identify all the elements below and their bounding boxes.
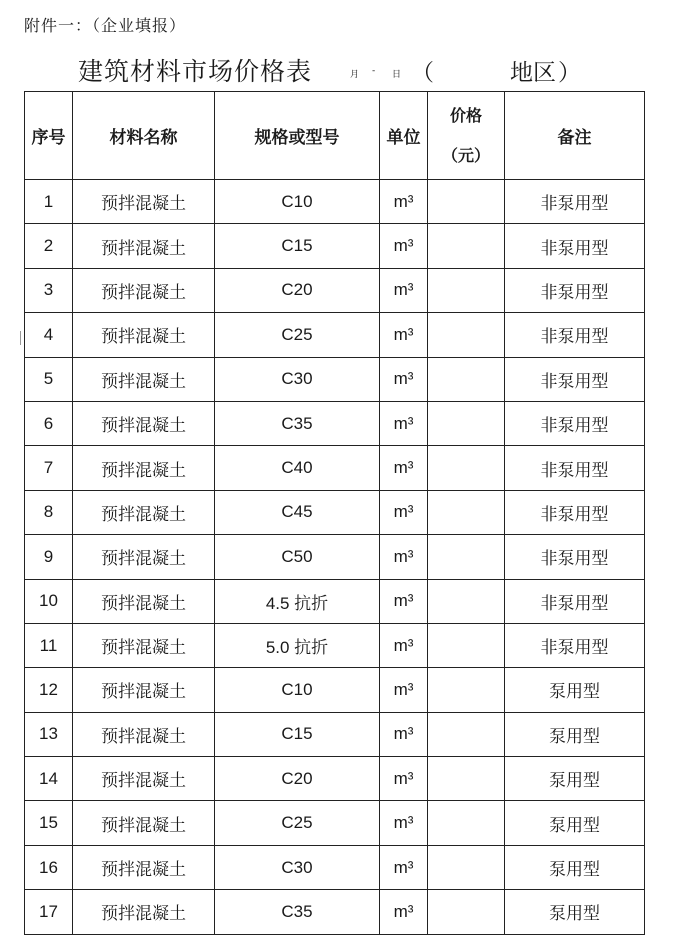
spec-cell: C15 [215,224,380,268]
table-header-row [25,92,645,180]
unit-cell: m³ [380,579,428,623]
material-name-cell: 预拌混凝土 [73,668,215,712]
table-row [25,357,645,401]
attachment-label: 附件一：（企业填报） [24,16,187,35]
row-num-cell: 7 [25,446,73,490]
region-open-paren: （ [411,60,434,86]
day-label: 日 [392,70,402,80]
spec-cell: C45 [215,490,380,534]
spec-cell: 5.0 抗折 [215,623,380,667]
note-cell: 非泵用型 [505,180,645,224]
note-cell: 泵用型 [505,801,645,845]
material-name-cell: 预拌混凝土 [73,490,215,534]
material-name-cell: 预拌混凝土 [73,535,215,579]
spec-cell: C35 [215,401,380,445]
price-table [24,91,645,935]
page-title: 建筑材料市场价格表 [78,57,313,86]
table-row [25,579,645,623]
material-name-cell: 预拌混凝土 [73,180,215,224]
unit-cell: m³ [380,490,428,534]
note-cell: 非泵用型 [505,535,645,579]
spec-cell: C10 [215,668,380,712]
note-cell: 泵用型 [505,712,645,756]
price-input-cell[interactable] [428,535,505,579]
material-name-cell: 预拌混凝土 [73,401,215,445]
price-input-cell[interactable] [428,845,505,889]
table-row [25,268,645,312]
material-name-cell: 预拌混凝土 [73,712,215,756]
price-input-cell[interactable] [428,401,505,445]
table-row [25,224,645,268]
region-close-paren: ） [558,60,581,86]
unit-cell: m³ [380,268,428,312]
spec-cell: C25 [215,801,380,845]
price-input-cell[interactable] [428,801,505,845]
price-input-cell[interactable] [428,712,505,756]
note-cell: 非泵用型 [505,357,645,401]
material-name-cell: 预拌混凝土 [73,357,215,401]
table-row [25,757,645,801]
table-row [25,535,645,579]
price-input-cell[interactable] [428,757,505,801]
material-name-cell: 预拌混凝土 [73,579,215,623]
material-name-cell: 预拌混凝土 [73,890,215,934]
col-header-note: 备注 [505,92,645,180]
unit-cell: m³ [380,357,428,401]
table-row [25,623,645,667]
spec-cell: 4.5 抗折 [215,579,380,623]
price-input-cell[interactable] [428,357,505,401]
row-num-cell: 10 [25,579,73,623]
material-name-cell: 预拌混凝土 [73,446,215,490]
spec-cell: C40 [215,446,380,490]
spec-cell: C30 [215,357,380,401]
price-input-cell[interactable] [428,268,505,312]
table-row [25,446,645,490]
table-row [25,401,645,445]
note-cell: 非泵用型 [505,401,645,445]
material-name-cell: 预拌混凝土 [73,801,215,845]
row-num-cell: 2 [25,224,73,268]
unit-cell: m³ [380,623,428,667]
material-name-cell: 预拌混凝土 [73,757,215,801]
row-num-cell: 4 [25,313,73,357]
spec-cell: C30 [215,845,380,889]
spec-cell: C50 [215,535,380,579]
row-num-cell: 6 [25,401,73,445]
spec-cell: C15 [215,712,380,756]
scan-edge-mark [20,331,21,345]
unit-cell: m³ [380,180,428,224]
note-cell: 非泵用型 [505,579,645,623]
unit-cell: m³ [380,801,428,845]
row-num-cell: 3 [25,268,73,312]
spec-cell: C25 [215,313,380,357]
row-num-cell: 17 [25,890,73,934]
unit-cell: m³ [380,757,428,801]
table-row [25,845,645,889]
unit-cell: m³ [380,446,428,490]
price-input-cell[interactable] [428,490,505,534]
price-input-cell[interactable] [428,890,505,934]
row-num-cell: 9 [25,535,73,579]
note-cell: 非泵用型 [505,224,645,268]
table-row [25,490,645,534]
price-input-cell[interactable] [428,623,505,667]
row-num-cell: 5 [25,357,73,401]
unit-cell: m³ [380,890,428,934]
spec-cell: C20 [215,757,380,801]
unit-cell: m³ [380,313,428,357]
unit-cell: m³ [380,668,428,712]
spec-cell: C20 [215,268,380,312]
note-cell: 泵用型 [505,890,645,934]
col-header-num: 序号 [25,92,73,180]
table-row [25,712,645,756]
table-row [25,801,645,845]
unit-cell: m³ [380,401,428,445]
note-cell: 非泵用型 [505,313,645,357]
row-num-cell: 12 [25,668,73,712]
note-cell: 非泵用型 [505,268,645,312]
price-input-cell[interactable] [428,446,505,490]
price-input-cell[interactable] [428,180,505,224]
material-name-cell: 预拌混凝土 [73,224,215,268]
price-input-cell[interactable] [428,668,505,712]
col-header-price-line1: 价格 [449,105,482,125]
row-num-cell: 1 [25,180,73,224]
material-name-cell: 预拌混凝土 [73,268,215,312]
table-row [25,180,645,224]
date-dash: - [372,66,376,76]
table-row [25,313,645,357]
col-header-spec: 规格或型号 [215,92,380,180]
col-header-unit: 单位 [380,92,428,180]
note-cell: 泵用型 [505,845,645,889]
note-cell: 非泵用型 [505,490,645,534]
note-cell: 非泵用型 [505,623,645,667]
row-num-cell: 13 [25,712,73,756]
note-cell: 泵用型 [505,757,645,801]
col-header-name: 材料名称 [73,92,215,180]
row-num-cell: 14 [25,757,73,801]
material-name-cell: 预拌混凝土 [73,845,215,889]
col-header-price [428,92,505,180]
row-num-cell: 11 [25,623,73,667]
unit-cell: m³ [380,845,428,889]
title-row [78,52,658,88]
note-cell: 泵用型 [505,668,645,712]
row-num-cell: 8 [25,490,73,534]
table-row [25,890,645,934]
price-input-cell[interactable] [428,579,505,623]
month-label: 月 [350,70,360,80]
spec-cell: C10 [215,180,380,224]
row-num-cell: 15 [25,801,73,845]
spec-cell: C35 [215,890,380,934]
col-header-price-line2: （元） [441,145,490,165]
region-label: 地区 [510,60,556,86]
unit-cell: m³ [380,224,428,268]
unit-cell: m³ [380,712,428,756]
material-name-cell: 预拌混凝土 [73,623,215,667]
unit-cell: m³ [380,535,428,579]
price-input-cell[interactable] [428,313,505,357]
note-cell: 非泵用型 [505,446,645,490]
table-row [25,668,645,712]
row-num-cell: 16 [25,845,73,889]
price-input-cell[interactable] [428,224,505,268]
material-name-cell: 预拌混凝土 [73,313,215,357]
